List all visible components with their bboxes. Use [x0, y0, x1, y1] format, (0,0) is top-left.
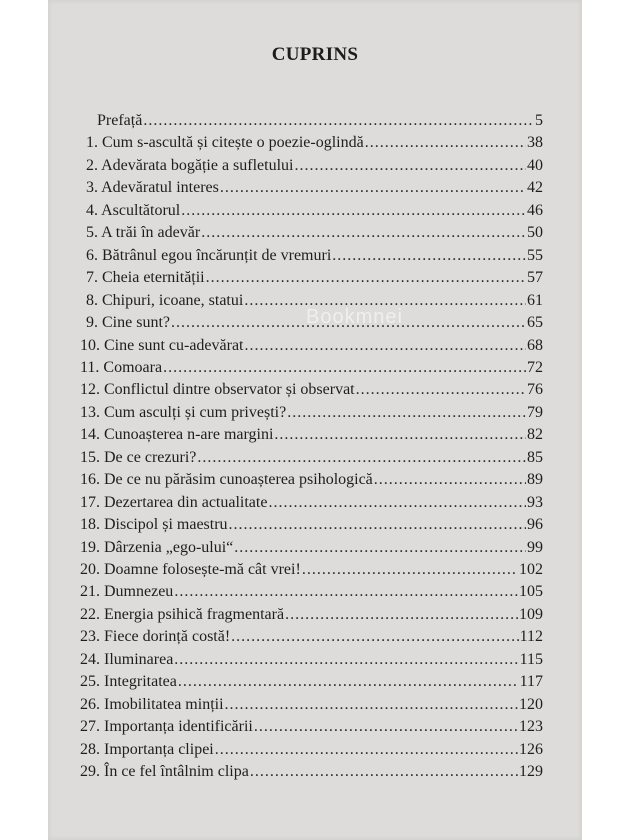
dot-leader: [163, 359, 526, 377]
toc-entry-page: 55: [527, 246, 543, 264]
dot-leader: [356, 381, 526, 399]
toc-entry: [86, 314, 543, 332]
toc-entry-page: 93: [527, 493, 543, 511]
toc-entry-page: 50: [527, 224, 543, 242]
dot-leader: [374, 471, 526, 489]
toc-entry-title: 22. Energia psihică fragmentară: [80, 605, 285, 623]
toc-entry-page: 129: [519, 763, 543, 781]
dot-leader: [229, 516, 526, 534]
dot-leader: [174, 651, 518, 669]
toc-entry-title: 28. Importanța clipei: [80, 740, 214, 758]
page-title: CUPRINS: [271, 44, 359, 65]
toc-entry-title: 16. De ce nu părăsim cunoașterea psihologică: [80, 471, 373, 489]
toc-entry: [80, 426, 543, 444]
toc-entry: [80, 651, 543, 669]
toc-entry-page: 76: [527, 381, 543, 399]
toc-entry: [80, 718, 543, 736]
toc-entry: [86, 202, 543, 220]
dot-leader: [365, 134, 526, 152]
toc-entry-title: 29. În ce fel întâlnim clipa: [80, 763, 249, 781]
toc-entry: [80, 561, 543, 579]
dot-leader: [181, 202, 526, 220]
toc-entry-page: 82: [527, 426, 543, 444]
dot-leader: [245, 337, 527, 355]
dot-leader: [231, 628, 518, 646]
dot-leader: [244, 292, 526, 310]
toc-entry-title: 6. Bătrânul egou încărunțit de vremuri: [86, 246, 332, 264]
toc-entry-page: 123: [519, 718, 543, 736]
book-page: [48, 0, 582, 840]
toc-entry-title: 2. Adevărata bogăție a sufletului: [86, 156, 294, 174]
toc-entry-page: 117: [519, 673, 543, 691]
dot-leader: [201, 224, 526, 242]
dot-leader: [143, 112, 534, 130]
toc-entry: [80, 763, 543, 781]
toc-entry: [80, 628, 543, 646]
toc-entry-title: 20. Doamne folosește-mă cât vrei!: [80, 561, 301, 578]
toc-entry-title: 8. Chipuri, icoane, statui: [86, 291, 244, 309]
toc-entry: [80, 583, 543, 601]
toc-entry-title: Prefață: [97, 112, 143, 129]
toc-entry-page: 68: [527, 336, 543, 354]
toc-entry-page: 99: [527, 538, 543, 556]
toc-entry: [80, 606, 543, 624]
toc-entry: [80, 471, 543, 489]
toc-entry-title: 7. Cheia eternității: [86, 269, 205, 287]
toc-entry-title: 15. De ce crezuri?: [80, 448, 197, 466]
dot-leader: [171, 314, 526, 332]
toc-entry-page: 89: [527, 471, 543, 489]
toc-entry: [97, 112, 543, 130]
toc-entry-title: 4. Ascultătorul: [86, 201, 181, 219]
toc-entry-page: 57: [527, 269, 543, 287]
toc-entry-page: 61: [527, 291, 543, 309]
toc-entry: [80, 494, 543, 512]
toc-entry-page: 79: [527, 403, 543, 421]
toc-entry-title: 3. Adevăratul interes: [86, 179, 219, 197]
toc-entry-page: 109: [519, 605, 543, 623]
toc-entry-title: 27. Importanța identificării: [80, 718, 253, 736]
toc-entry-page: 112: [519, 628, 543, 646]
toc-entry-page: 38: [527, 134, 543, 152]
dot-leader: [215, 741, 518, 759]
toc-entry-title: 18. Discipol și maestru: [80, 516, 228, 534]
toc-entry-page: 72: [527, 358, 543, 376]
toc-entry-page: 85: [527, 448, 543, 466]
toc-entry-page: 40: [527, 156, 543, 174]
toc-entry-page: 120: [519, 695, 543, 713]
dot-leader: [197, 449, 526, 467]
toc-entry-title: 21. Dumnezeu: [80, 583, 174, 601]
toc-entry-page: 5: [535, 112, 543, 129]
toc-entry-title: 19. Dârzenia „ego-ului“: [80, 538, 234, 556]
toc-entry: [80, 449, 543, 467]
toc-entry-title: 26. Imobilitatea minții: [80, 695, 224, 713]
dot-leader: [287, 404, 526, 422]
dot-leader: [206, 269, 526, 287]
toc-entry-page: 96: [527, 516, 543, 534]
toc-entry-page: 65: [527, 314, 543, 332]
toc-entry-title: 25. Integritatea: [80, 673, 177, 691]
toc-entry: [80, 741, 543, 759]
toc-entry: [86, 269, 543, 287]
toc-entry: [80, 516, 543, 534]
toc-entry-title: 13. Cum asculți și cum privești?: [80, 403, 287, 421]
dot-leader: [234, 539, 526, 557]
toc-entry-title: 12. Conflictul dintre observator și observat: [80, 381, 355, 399]
toc-entry: [86, 157, 543, 175]
dot-leader: [332, 247, 526, 265]
toc-entry: [80, 381, 543, 399]
toc-entry: [86, 292, 543, 310]
dot-leader: [250, 763, 518, 781]
toc-entry-page: 42: [527, 179, 543, 197]
toc-entry-title: 23. Fiece dorință costă!: [80, 628, 231, 646]
dot-leader: [220, 179, 526, 197]
toc-entry-title: 9. Cine sunt?: [86, 314, 170, 332]
toc-entry-title: 5. A trăi în adevăr: [86, 224, 201, 242]
toc-entry-page: 102: [519, 561, 543, 578]
toc-entry-page: 46: [527, 201, 543, 219]
dot-leader: [302, 561, 518, 579]
toc-entry-title: 1. Cum s-ascultă și citește o poezie-oglindă: [86, 134, 364, 152]
toc-entry-title: 17. Dezertarea din actualitate: [80, 493, 268, 511]
toc-entry-page: 105: [519, 583, 543, 601]
toc-entry-title: 10. Cine sunt cu-adevărat: [80, 336, 244, 354]
toc-entry: [80, 539, 543, 557]
toc-entry-page: 126: [519, 740, 543, 758]
toc-entry-page: 115: [519, 650, 543, 668]
dot-leader: [294, 157, 526, 175]
dot-leader: [274, 426, 526, 444]
toc-entry: [80, 359, 543, 377]
toc-entry: [80, 696, 543, 714]
toc-entry-title: 11. Comoara: [80, 358, 163, 376]
toc-entry: [86, 179, 543, 197]
toc-entry-title: 14. Cunoașterea n-are margini: [80, 426, 274, 444]
dot-leader: [285, 606, 518, 624]
dot-leader: [178, 673, 519, 691]
watermark: Bookmnei: [306, 306, 403, 328]
toc-entry: [80, 673, 543, 691]
toc-entry: [80, 404, 543, 422]
toc-entry: [86, 224, 543, 242]
dot-leader: [225, 696, 518, 714]
dot-leader: [268, 494, 526, 512]
toc-entry: [86, 247, 543, 265]
dot-leader: [174, 583, 518, 601]
toc-entry: [86, 134, 543, 152]
toc-entry: [80, 337, 543, 355]
toc-entry-title: 24. Iluminarea: [80, 650, 174, 668]
dot-leader: [254, 718, 518, 736]
